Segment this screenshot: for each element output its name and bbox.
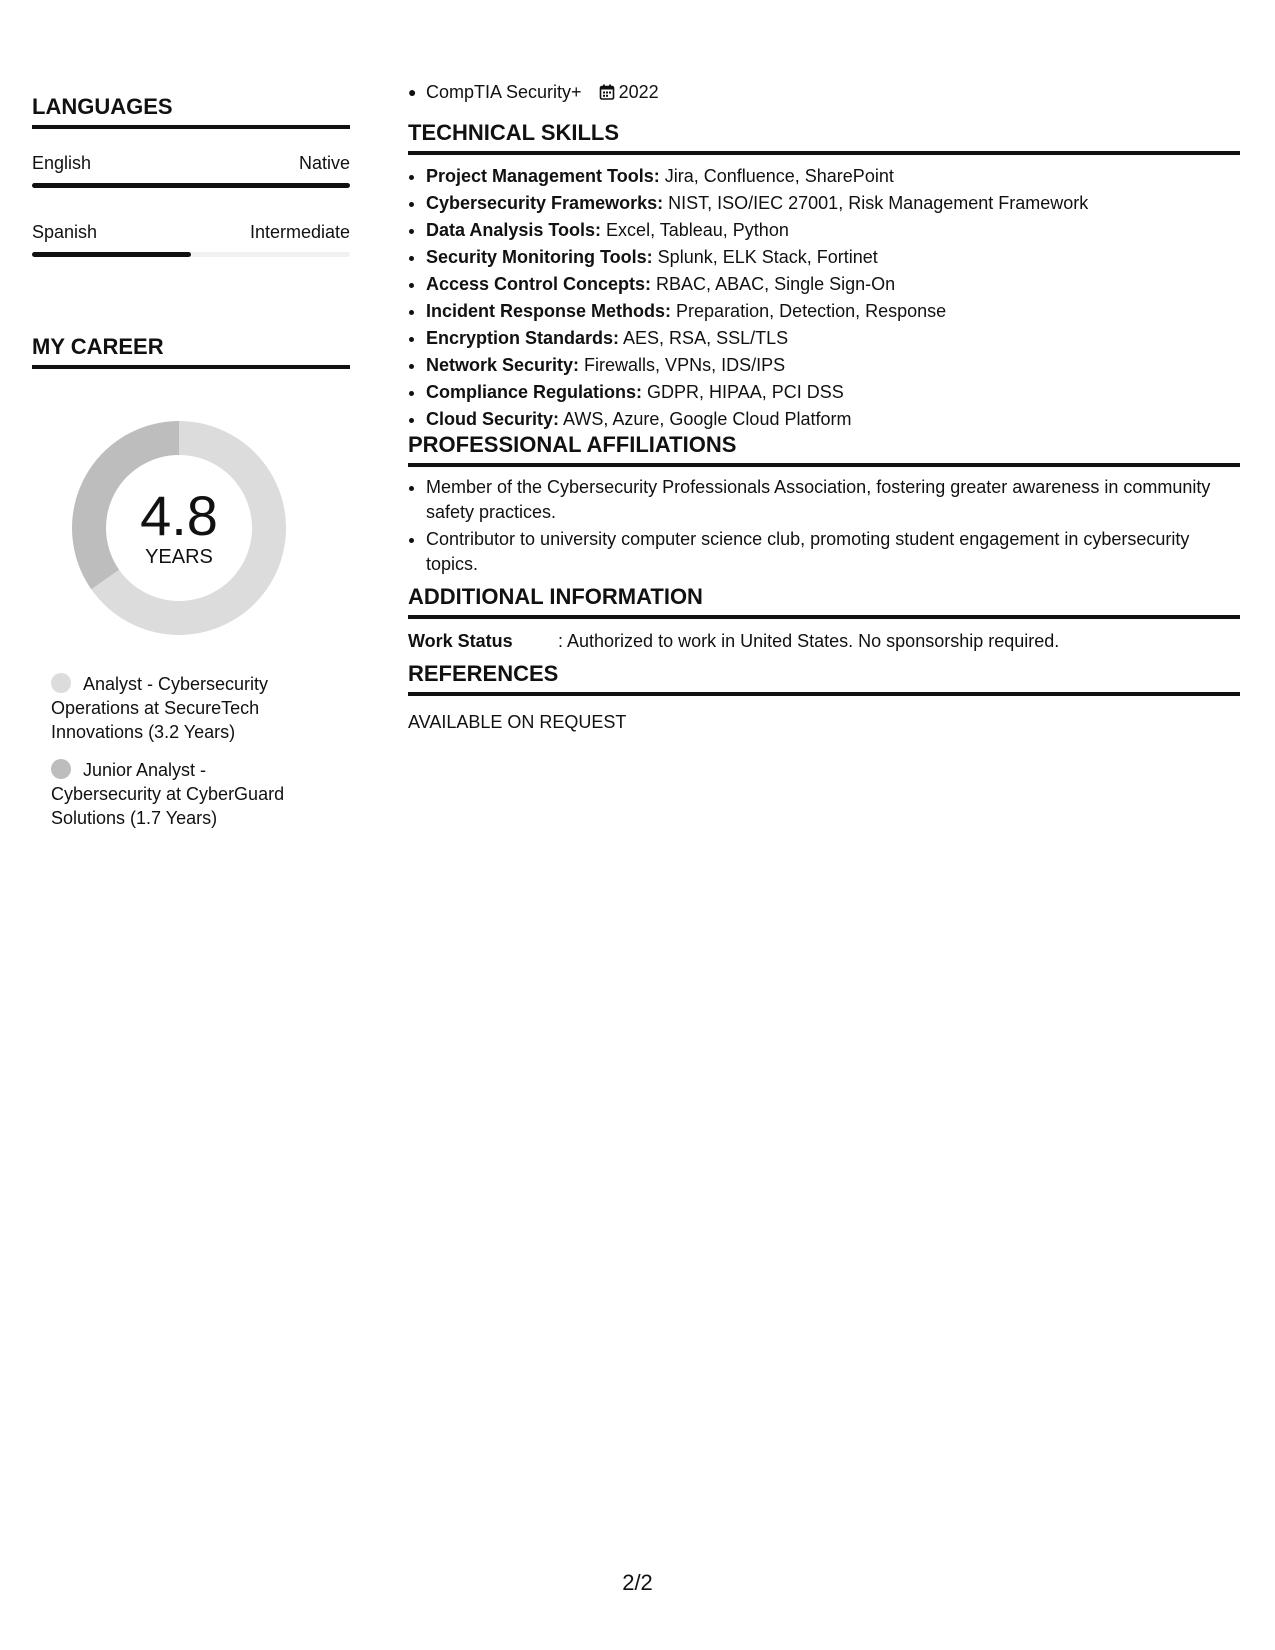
technical-skill-item — [426, 163, 1240, 190]
technical-skill-value: Firewalls, VPNs, IDS/IPS — [579, 355, 786, 375]
career-total-value: 4.8 — [140, 484, 218, 547]
references-text: AVAILABLE ON REQUEST — [408, 712, 627, 732]
affiliation-item: • Contributor to university computer science club, promoting student engagement in cybersecurity topics. — [426, 527, 1240, 577]
career-role-label: Analyst - Cybersecurity Operations at SecureTech Innovations (3.2 Years) — [51, 674, 269, 742]
technical-skill-value: AWS, Azure, Google Cloud Platform — [559, 409, 852, 429]
career-legend-item — [51, 758, 321, 830]
work-status-row — [408, 629, 1240, 653]
technical-skill-label: Compliance Regulations: — [426, 382, 643, 402]
technical-skill-value: Preparation, Detection, Response — [671, 301, 947, 321]
certification-year: 2022 — [618, 82, 659, 102]
work-status-value: : Authorized to work in United States. No sponsorship required. — [558, 631, 1060, 651]
language-level: Native — [298, 153, 350, 173]
technical-skill-value: Jira, Confluence, SharePoint — [659, 166, 894, 186]
calendar-icon — [599, 84, 615, 100]
language-level: Intermediate — [249, 222, 350, 242]
career-total-unit: YEARS — [145, 546, 213, 568]
technical-skill-label: Network Security: — [426, 355, 580, 375]
technical-skill-label: Incident Response Methods: — [426, 301, 672, 321]
language-proficiency-bar — [32, 252, 350, 257]
technical-skill-item — [426, 217, 1240, 244]
career-role-label: Junior Analyst - Cybersecurity at CyberGuard Solutions (1.7 Years) — [51, 760, 285, 828]
bullet-icon: ● — [408, 84, 417, 100]
technical-skill-item — [426, 325, 1240, 352]
affiliation-item: • Member of the Cybersecurity Professionals Association, fostering greater awareness in community safety practices. — [426, 475, 1240, 525]
language-name: Spanish — [32, 222, 98, 242]
language-proficiency-fill — [32, 183, 350, 188]
technical-skill-item — [426, 379, 1240, 406]
technical-skill-item — [426, 352, 1240, 379]
legend-dot-icon — [51, 759, 71, 779]
technical-skill-label: Access Control Concepts: — [426, 274, 652, 294]
career-donut-chart — [66, 415, 292, 641]
technical-skill-label: Security Monitoring Tools: — [426, 247, 653, 267]
technical-skill-item — [426, 190, 1240, 217]
affiliations-list — [408, 475, 1240, 577]
technical-skill-label: Project Management Tools: — [426, 166, 660, 186]
technical-skill-label: Encryption Standards: — [426, 328, 620, 348]
technical-skill-value: RBAC, ABAC, Single Sign-On — [651, 274, 896, 294]
career-legend — [51, 672, 321, 844]
technical-skill-item — [426, 244, 1240, 271]
technical-skill-label: Cloud Security: — [426, 409, 560, 429]
career-legend-item — [51, 672, 321, 744]
career-title: MY CAREER — [32, 334, 350, 369]
legend-dot-icon — [51, 673, 71, 693]
certification-item — [408, 80, 659, 104]
work-status-label: Work Status — [408, 631, 513, 651]
technical-skill-value: NIST, ISO/IEC 27001, Risk Management Framework — [663, 193, 1089, 213]
page-number: 2/2 — [622, 1570, 653, 1595]
references-title: REFERENCES — [408, 661, 1240, 696]
technical-skill-item — [426, 298, 1240, 325]
certification-name: CompTIA Security+ — [426, 82, 582, 102]
technical-skill-value: Splunk, ELK Stack, Fortinet — [652, 247, 878, 267]
language-proficiency-bar — [32, 183, 350, 188]
language-row-spanish — [32, 221, 350, 243]
language-row-english — [32, 152, 350, 174]
language-proficiency-fill — [32, 252, 191, 257]
technical-skills-section — [408, 120, 1240, 433]
technical-skill-label: Cybersecurity Frameworks: — [426, 193, 664, 213]
career-total — [66, 415, 292, 641]
technical-skills-title: TECHNICAL SKILLS — [408, 120, 1240, 155]
affiliations-section — [408, 432, 1240, 579]
language-name: English — [32, 153, 92, 173]
technical-skill-value: AES, RSA, SSL/TLS — [619, 328, 789, 348]
additional-information-title: ADDITIONAL INFORMATION — [408, 584, 1240, 619]
technical-skill-label: Data Analysis Tools: — [426, 220, 602, 240]
references-section — [408, 661, 1240, 734]
technical-skill-item — [426, 271, 1240, 298]
technical-skill-item — [426, 406, 1240, 433]
technical-skill-value: GDPR, HIPAA, PCI DSS — [642, 382, 844, 402]
affiliations-title: PROFESSIONAL AFFILIATIONS — [408, 432, 1240, 467]
technical-skill-value: Excel, Tableau, Python — [601, 220, 789, 240]
additional-information-section — [408, 584, 1240, 653]
languages-title: LANGUAGES — [32, 94, 350, 129]
technical-skills-list — [408, 163, 1240, 433]
